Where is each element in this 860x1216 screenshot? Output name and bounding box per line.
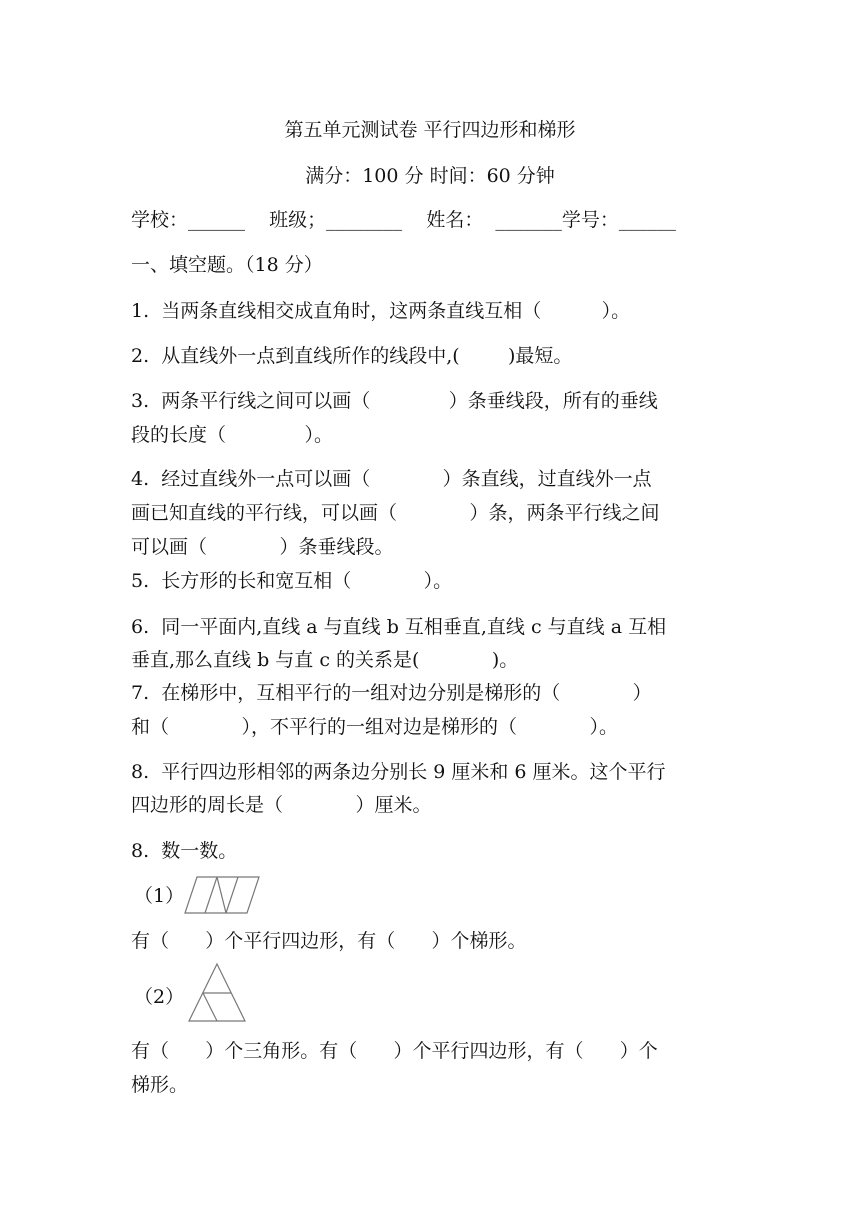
question-6: 6. 同一平面内,直线 a 与直线 b 互相垂直,直线 c 与直线 a 互相 (131, 616, 667, 638)
parallelogram-figure (183, 873, 261, 917)
question-5: 5. 长方形的长和宽互相（ ）。 (131, 570, 453, 592)
triangle-figure (187, 962, 247, 1024)
score-time: 满分：100 分 时间：60 分钟 (305, 165, 555, 187)
question-3-cont: 段的长度（ ）。 (131, 424, 334, 446)
page-title: 第五单元测试卷 平行四边形和梯形 (284, 119, 576, 141)
section-heading: 一、填空题。（18 分） (131, 254, 323, 276)
question-8: 8. 平行四边形相邻的两条边分别长 9 厘米和 6 厘米。这个平行 (131, 761, 666, 783)
question-1: 1. 当两条直线相交成直角时，这两条直线互相（ ）。 (131, 300, 631, 322)
question-9: 8. 数一数。 (131, 840, 238, 862)
question-2: 2. 从直线外一点到直线所作的线段中,( )最短。 (131, 345, 573, 367)
student-info: 学校：______ 班级；________ 姓名： _______学号：______ (131, 209, 676, 231)
sub-question-1-answer: 有（ ）个平行四边形，有（ ）个梯形。 (131, 930, 527, 952)
question-6-cont: 垂直,那么直线 b 与直 c 的关系是( )。 (131, 649, 519, 671)
sub-question-1-label: （1） (134, 885, 185, 907)
question-3: 3. 两条平行线之间可以画（ ）条垂线段，所有的垂线 (131, 390, 658, 412)
sub-question-2-answer-cont: 梯形。 (131, 1074, 189, 1096)
sub-question-2-answer: 有（ ）个三角形。有（ ）个平行四边形，有（ ）个 (131, 1040, 658, 1062)
question-7: 7. 在梯形中，互相平行的一组对边分别是梯形的（ ） (131, 682, 652, 704)
question-4-cont-2: 可以画（ ）条垂线段。 (131, 536, 394, 558)
question-4: 4. 经过直线外一点可以画（ ）条直线，过直线外一点 (131, 468, 652, 490)
question-4-cont-1: 画已知直线的平行线，可以画（ ）条，两条平行线之间 (131, 502, 660, 524)
question-7-cont: 和（ ），不平行的一组对边是梯形的（ ）。 (131, 716, 618, 738)
question-8-cont: 四边形的周长是（ ）厘米。 (131, 794, 432, 816)
sub-question-2-label: （2） (134, 986, 185, 1008)
